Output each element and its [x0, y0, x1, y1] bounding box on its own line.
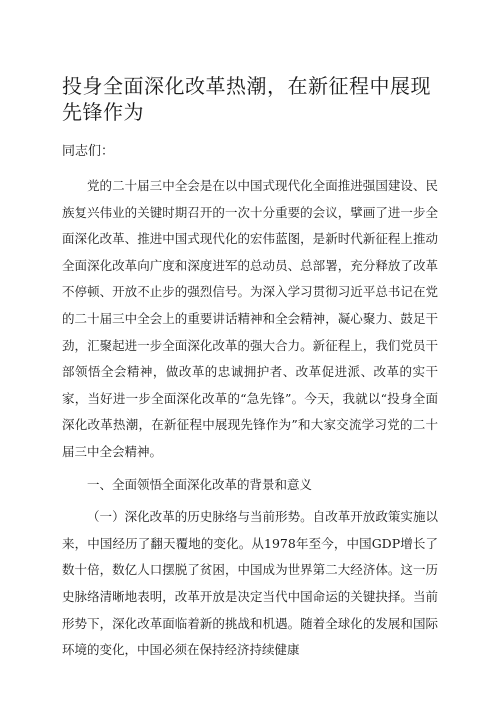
greeting: 同志们：: [62, 144, 115, 159]
section-paragraph: （一）深化改革的历史脉络与当前形势。自改革开放政策实施以来，中国经历了翻天覆地的变化。从1978年至今，中国GDP增长了数十倍，数亿人口摆脱了贫困，中国成为世界第二大经济体。这一历史脉络清晰地表明，改革开放是决定当代中国命运的关键抉择。当前形势下，深化改革面临着新的挑战和机遇。随着全球化的发展和国际环境的变化，中国必须在保持经济持续健康: [62, 509, 438, 658]
section-heading: 一、全面领悟全面深化改革的背景和意义: [87, 476, 313, 492]
document-title: 投身全面深化改革热潮，在新征程中展现先锋作为: [62, 74, 431, 124]
intro-paragraph: 党的二十届三中全会是在以中国式现代化全面推进强国建设、民族复兴伟业的关键时期召开的一次十分重要的会议，擘画了进一步全面深化改革、推进中国式现代化的宏伟蓝图，是新时代新征程上推动全面深化改革向广度和深度进军的总动员、总部署，充分释放了改革不停顿、开放不止步的强烈信号。为深入学习贯彻习近平总书记在党的二十届三中全会上的重要讲话精神和全会精神，凝心聚力、鼓足干劲，汇聚起进一步全面深化改革的强大合力。新征程上，我们党员干部领悟全会精神，做改革的忠诚拥护者、改革促进派、改革的实干家，当好进一步全面深化改革的“急先锋”。今天，我就以“投身全面深化改革热潮，在新征程中展现先锋作为”和大家交流学习党的二十届三中全会精神。: [62, 178, 438, 459]
